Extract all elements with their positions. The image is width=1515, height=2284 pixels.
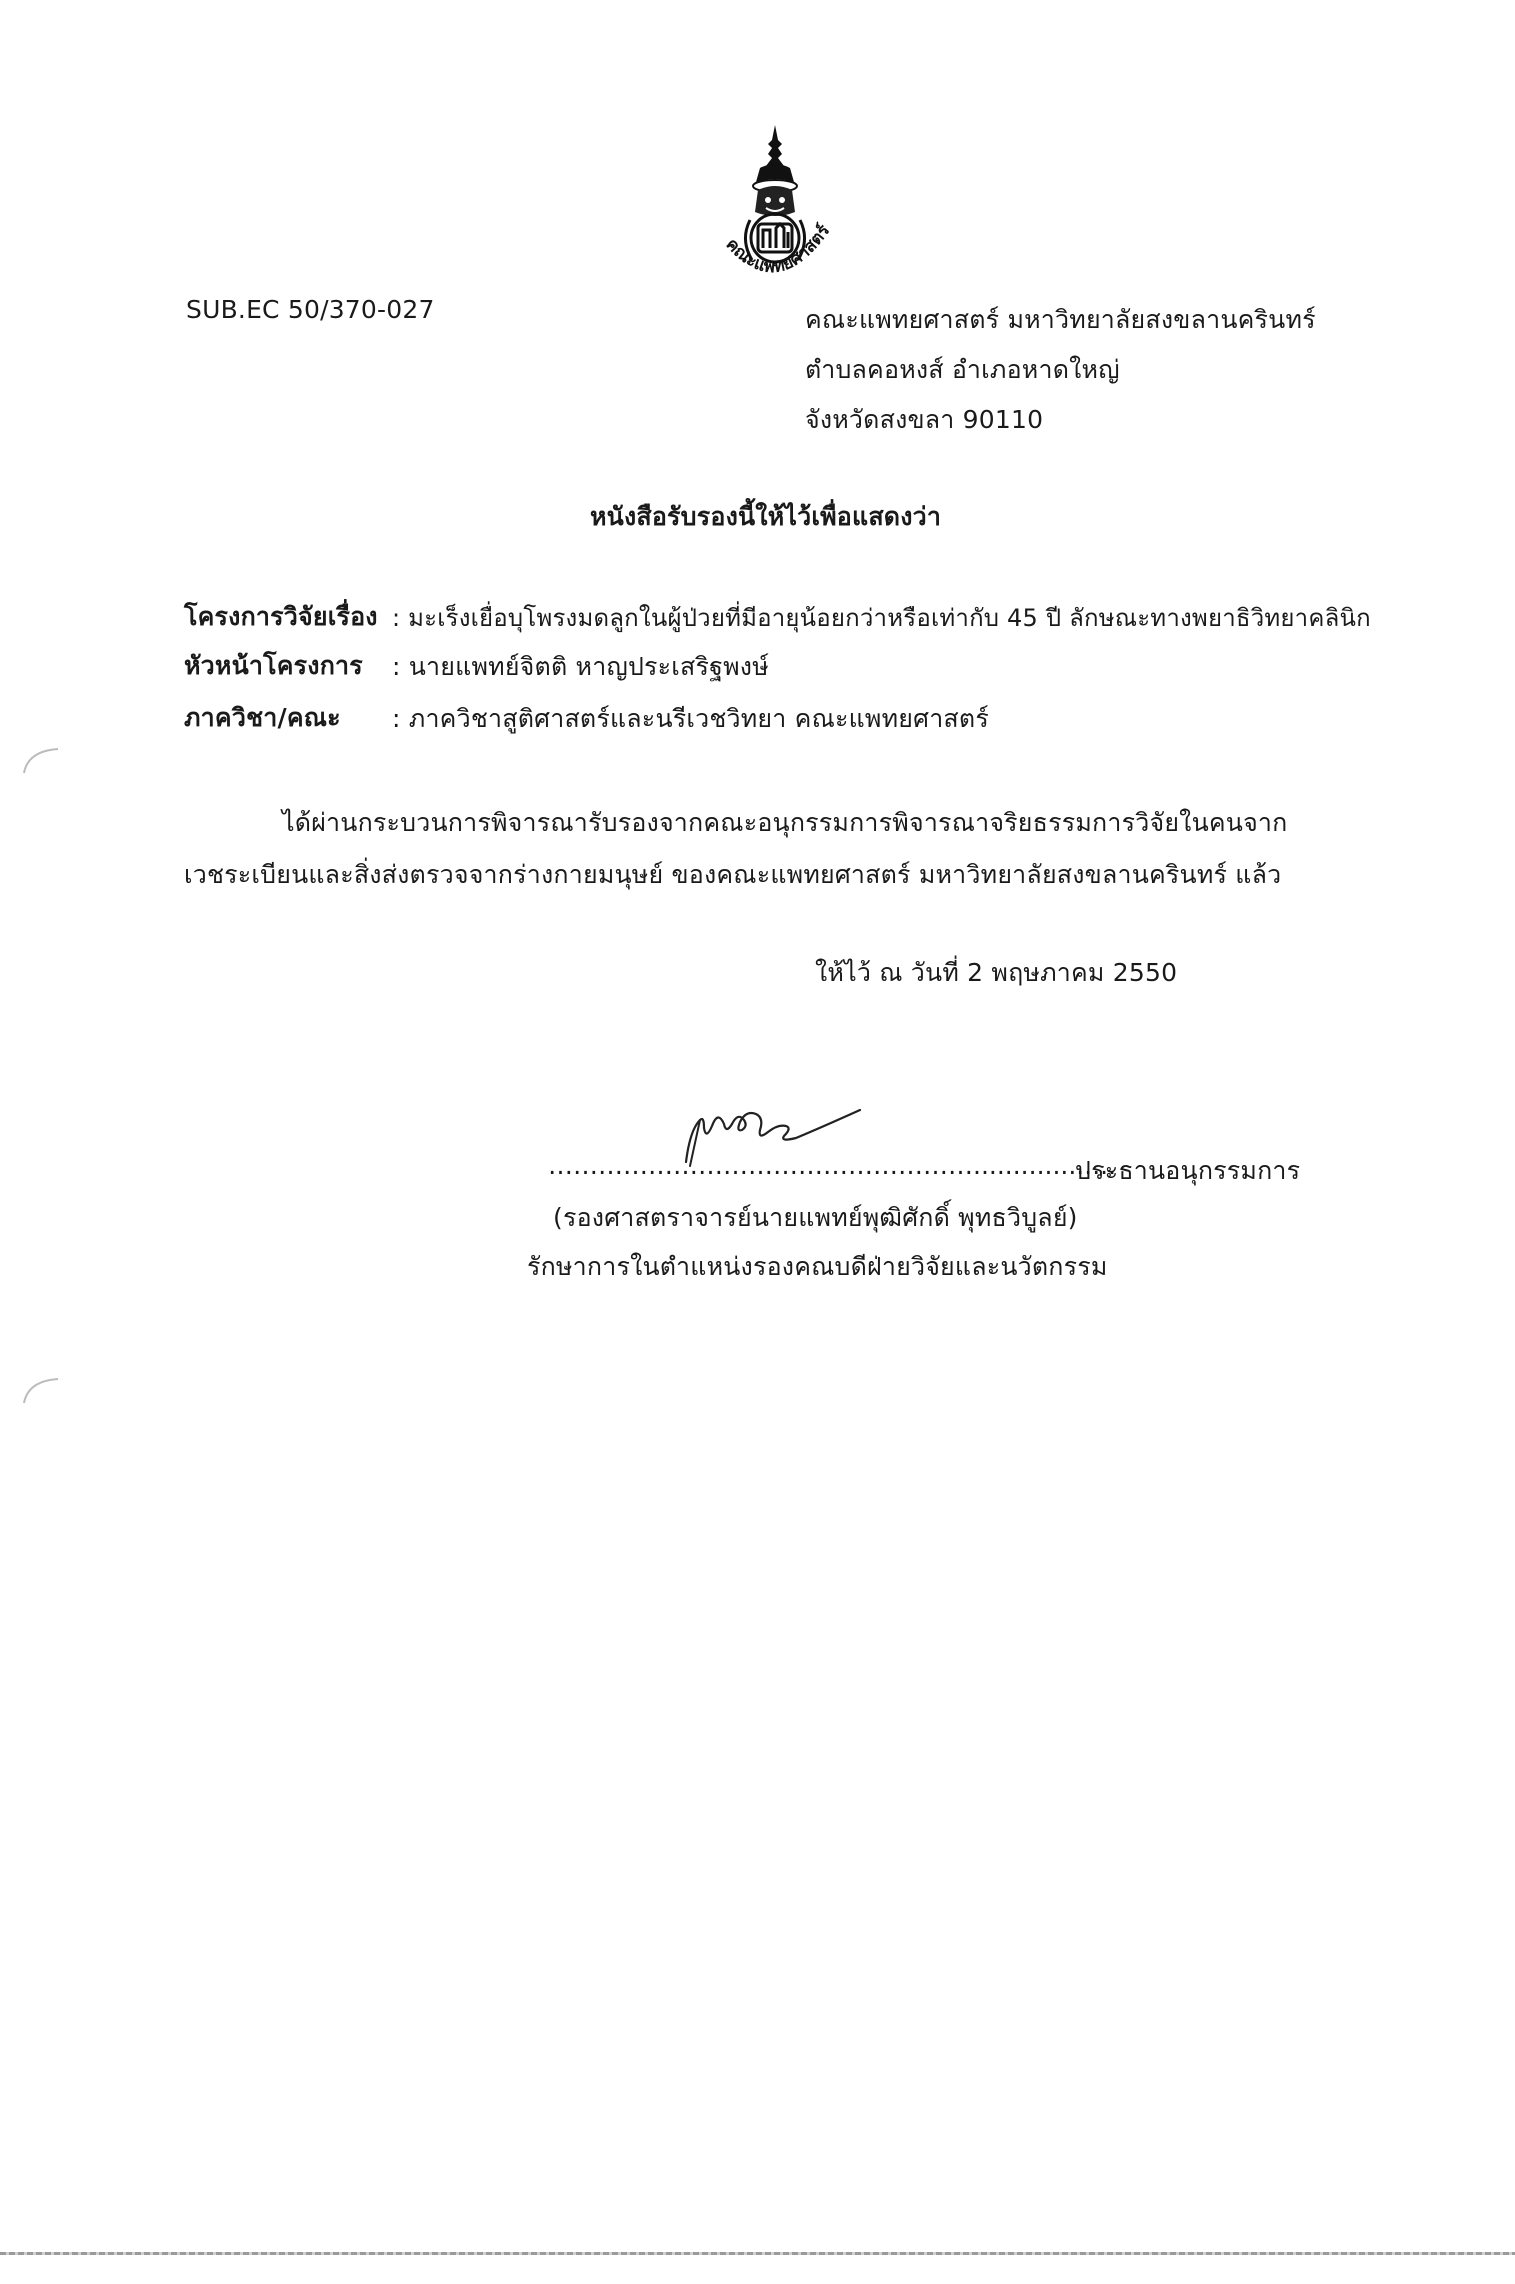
- address-line-3: จังหวัดสงขลา 90110: [805, 405, 1044, 434]
- body-text-line-1: ได้ผ่านกระบวนการพิจารณารับรองจากคณะอนุกรรมการพิจารณาจริยธรรมการวิจัยในคนจาก: [282, 808, 1288, 837]
- field-label-project-lead: หัวหน้าโครงการ: [184, 651, 363, 680]
- certificate-heading: หนังสือรับรองนี้ให้ไว้เพื่อแสดงว่า: [590, 502, 942, 531]
- address-line-2: ตำบลคอหงส์ อำเภอหาดใหญ่: [805, 355, 1120, 384]
- address-line-1: คณะแพทยศาสตร์ มหาวิทยาลัยสงขลานครินทร์: [805, 305, 1316, 334]
- faculty-seal-logo: [700, 120, 850, 290]
- signature-dotted-line: ……………………………………………..................: [548, 1151, 1117, 1180]
- hole-punch-mark: [20, 1375, 60, 1405]
- signatory-position: รักษาการในตำแหน่งรองคณบดีฝ่ายวิจัยและนวัตกรรม: [527, 1252, 1108, 1281]
- seal-caption: คณะแพทยศาสตร์: [721, 221, 835, 278]
- hole-punch-mark: [20, 745, 60, 775]
- issue-date: ให้ไว้ ณ วันที่ 2 พฤษภาคม 2550: [815, 958, 1178, 987]
- svg-text:คณะแพทยศาสตร์: [722, 220, 835, 277]
- field-value-project-title: : มะเร็งเยื่อบุโพรงมดลูกในผู้ป่วยที่มีอายุน้อยกว่าหรือเท่ากับ 45 ปี ลักษณะทางพยาธิวิทยาคลินิก: [392, 604, 1371, 632]
- body-text-line-2: เวชระเบียนและสิ่งส่งตรวจจากร่างกายมนุษย์ ของคณะแพทยศาสตร์ มหาวิทยาลัยสงขลานครินทร์ แล้ว: [184, 860, 1282, 889]
- signatory-name: (รองศาสตราจารย์นายแพทย์พุฒิศักดิ์ พุทธวิบูลย์): [553, 1203, 1078, 1232]
- scan-edge-line: [0, 2252, 1515, 2255]
- signature-title: ประธานอนุกรรมการ: [1075, 1156, 1301, 1185]
- reference-number: SUB.EC 50/370-027: [186, 295, 435, 324]
- field-label-project-title: โครงการวิจัยเรื่อง: [184, 602, 378, 631]
- field-label-department: ภาควิชา/คณะ: [184, 703, 341, 732]
- field-value-department: : ภาควิชาสูติศาสตร์และนรีเวชวิทยา คณะแพทยศาสตร์: [392, 704, 989, 733]
- field-value-project-lead: : นายแพทย์จิตติ หาญประเสริฐพงษ์: [392, 652, 769, 681]
